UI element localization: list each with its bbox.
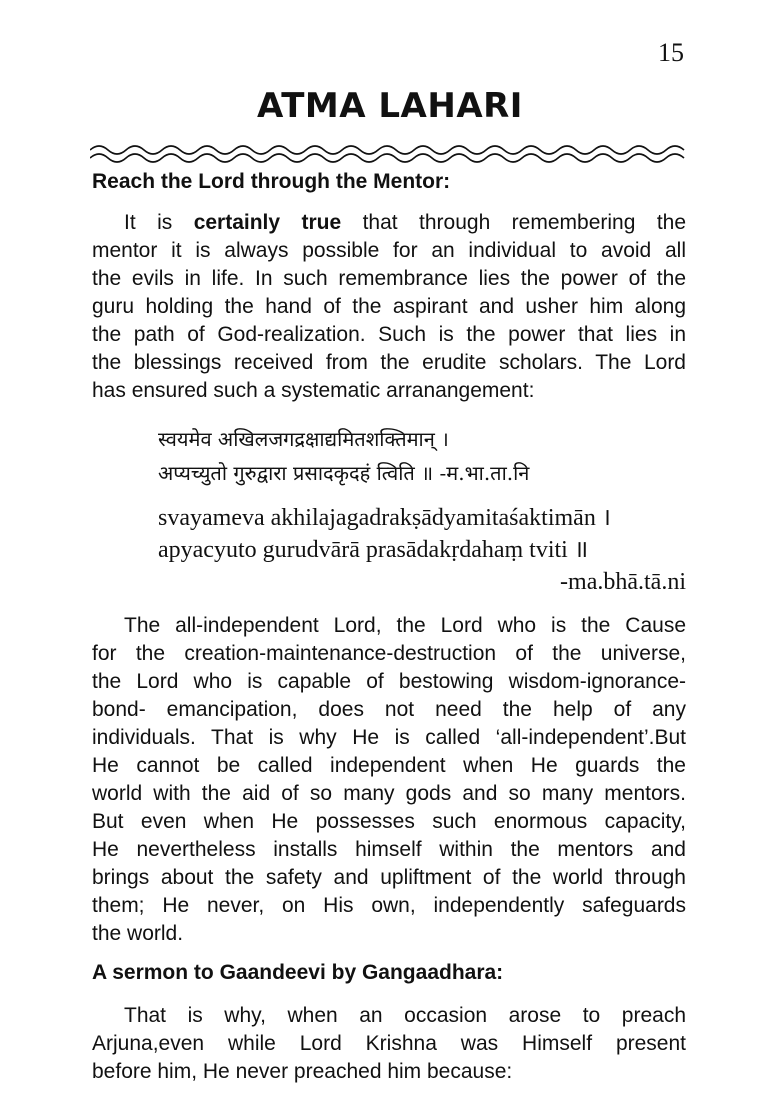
paragraph-line: the evils in life. In such remembrance lies the power of the (92, 267, 686, 290)
paragraph-mentor (92, 209, 686, 405)
paragraph-all-independent (92, 612, 686, 948)
paragraph-line: the Lord who is capable of bestowing wisdom-ignorance- (92, 670, 686, 693)
verse-reference: -ma.bhā.tā.ni (560, 569, 686, 595)
paragraph-line: He cannot be called independent when He guards the (92, 754, 686, 777)
paragraph-line: the blessings received from the erudite scholars. The Lord (92, 351, 686, 374)
paragraph-sermon (92, 1002, 686, 1086)
paragraph-line: world with the aid of so many gods and so many mentors. (92, 782, 686, 805)
paragraph-line: It is certainly true that through remembering the (124, 211, 687, 234)
paragraph-line: mentor it is always possible for an individual to avoid all (92, 239, 686, 262)
verse-line: स्वयमेव अखिलजगद्रक्षाद्यमितशक्तिमान् । (158, 427, 449, 451)
paragraph-line: them; He never, on His own, independently safeguards (92, 894, 686, 917)
paragraph-line: the world. (92, 922, 184, 945)
page-title: ATMA LAHARI (257, 86, 523, 126)
paragraph-line: before him, He never preached him because: (92, 1060, 513, 1083)
verse-line: अप्यच्युतो गुरुद्वारा प्रसादकृदहं त्विति ॥ -म.भा.ता.नि (158, 461, 530, 485)
paragraph-line: individuals. That is why He is called ‘all-independent’.But (92, 726, 686, 749)
section-heading-reach-the-lord: Reach the Lord through the Mentor: (92, 170, 451, 193)
paragraph-line: brings about the safety and upliftment of the world through (92, 866, 686, 889)
section-heading-sermon: A sermon to Gaandeevi by Gangaadhara: (92, 961, 504, 984)
translit-line: svayameva akhilajagadrakṣādyamitaśaktimān । (158, 505, 611, 531)
paragraph-line: the path of God-realization. Such is the power that lies in (92, 323, 686, 346)
paragraph-line: Arjuna,even while Lord Krishna was Himself present (92, 1032, 686, 1055)
translit-line: apyacyuto gurudvārā prasādakṛdahaṃ tviti ॥ (158, 537, 589, 563)
page-number: 15 (658, 38, 684, 67)
verse-transliteration (158, 502, 686, 598)
paragraph-line: But even when He possesses such enormous capacity, (92, 810, 686, 833)
paragraph-line: That is why, when an occasion arose to preach (124, 1004, 686, 1027)
paragraph-line: He nevertheless installs himself within the mentors and (92, 838, 686, 861)
verse-devanagari (158, 422, 529, 490)
paragraph-line: has ensured such a systematic arranangement: (92, 379, 535, 402)
wave-divider (90, 142, 686, 168)
paragraph-line: guru holding the hand of the aspirant and usher him along (92, 295, 686, 318)
paragraph-line: bond- emancipation, does not need the help of any (92, 698, 686, 721)
paragraph-line: The all-independent Lord, the Lord who is the Cause (124, 614, 686, 637)
emphasis-text: certainly true (193, 211, 342, 234)
paragraph-line: for the creation-maintenance-destruction of the universe, (92, 642, 686, 665)
